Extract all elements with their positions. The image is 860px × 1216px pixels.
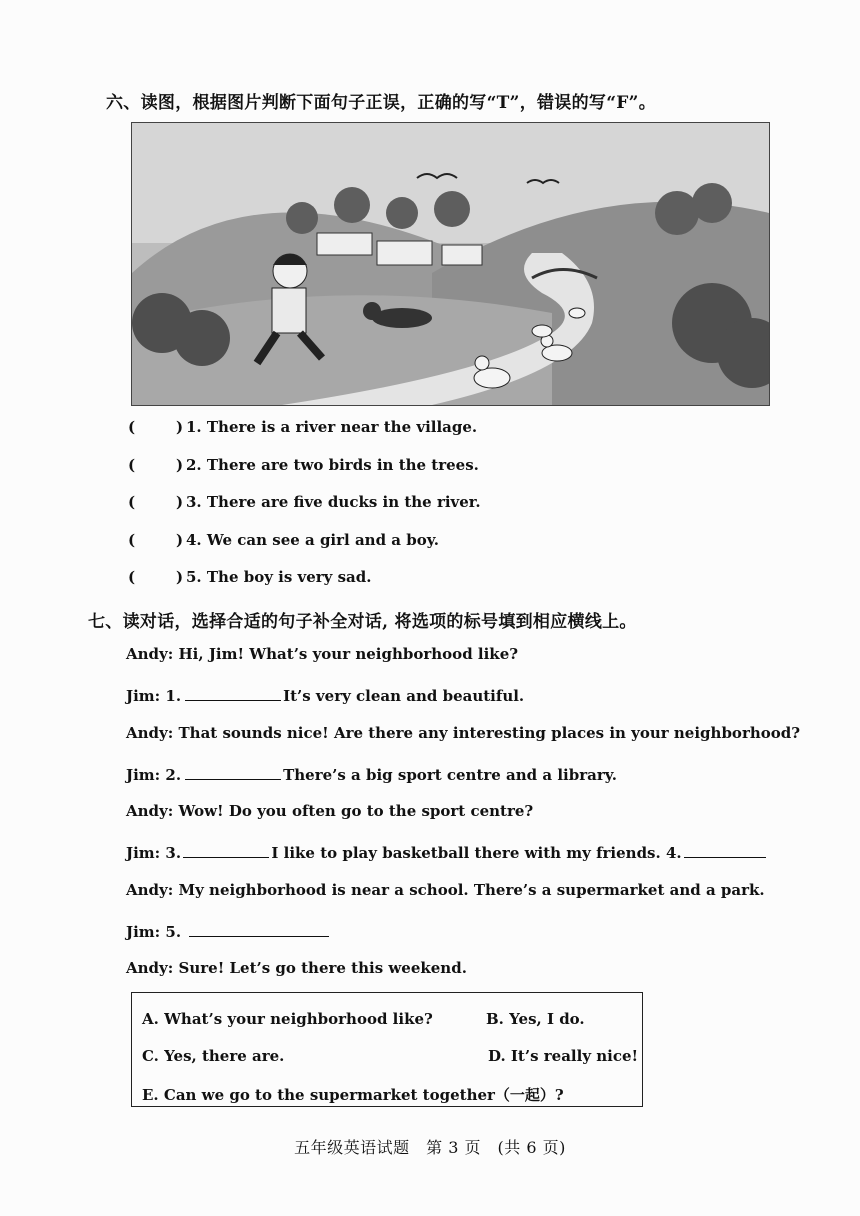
dialog-line: Jim: 5.: [126, 920, 766, 959]
section6-heading: 六、读图，根据图片判断下面句子正误，正确的写“T”，错误的写“F”。: [106, 93, 657, 113]
tf-item-text: 4. We can see a girl and a boy.: [186, 530, 439, 549]
tf-item-text: 3. There are five ducks in the river.: [186, 493, 481, 511]
dialog-line: Andy: Wow! Do you often go to the sport centre?: [126, 802, 534, 821]
dialog-line: Andy: Sure! Let’s go there this weekend.: [126, 959, 467, 978]
dialog-line: Jim: 2. There’s a big sport centre and a library.: [126, 763, 766, 802]
option-e: E. Can we go to the supermarket together（一起）?: [142, 1086, 564, 1104]
tf-item-text: 5. The boy is very sad.: [186, 568, 372, 586]
tf-item-text: 2. There are two birds in the trees.: [186, 455, 479, 474]
answer-blank-2[interactable]: [185, 763, 281, 780]
options-box: [131, 992, 643, 1107]
tf-item-text: 1. There is a river near the village.: [186, 418, 478, 436]
true-false-list: [128, 418, 768, 606]
dialog-line: Andy: Hi, Jim! What’s your neighborhood like?: [126, 645, 519, 663]
tf-item[interactable]: ( ) 3. There are five ducks in the river.: [128, 493, 481, 511]
answer-blank-5[interactable]: [189, 920, 329, 937]
dialog-line: Jim: 1. It’s very clean and beautiful.: [126, 684, 766, 723]
tf-item[interactable]: ( ) 4. We can see a girl and a boy.: [128, 530, 439, 549]
answer-blank-1[interactable]: [185, 684, 281, 701]
page-footer: 五年级英语试题 第 3 页 (共 6 页): [294, 1138, 566, 1157]
dialog: [126, 645, 801, 999]
option-a: A. What’s your neighborhood like?: [142, 1010, 433, 1028]
village-illustration: [131, 122, 770, 406]
answer-blank-4[interactable]: [684, 841, 766, 858]
option-d: D. It’s really nice!: [488, 1047, 639, 1065]
tf-item[interactable]: ( ) 2. There are two birds in the trees.: [128, 455, 479, 474]
tf-item[interactable]: ( ) 5. The boy is very sad.: [128, 568, 372, 586]
tf-item[interactable]: ( ) 1. There is a river near the village.: [128, 418, 478, 436]
dialog-line: Jim: 3. I like to play basketball there with my friends. 4.: [126, 841, 766, 880]
option-b: B. Yes, I do.: [486, 1010, 585, 1028]
option-c: C. Yes, there are.: [142, 1047, 285, 1065]
dialog-line: Andy: That sounds nice! Are there any interesting places in your neighborhood?: [126, 723, 801, 742]
dialog-line: Andy: My neighborhood is near a school. There’s a supermarket and a park.: [126, 880, 765, 899]
section7-heading: 七、读对话，选择合适的句子补全对话, 将选项的标号填到相应横线上。: [88, 612, 637, 632]
answer-blank-3[interactable]: [183, 841, 269, 858]
